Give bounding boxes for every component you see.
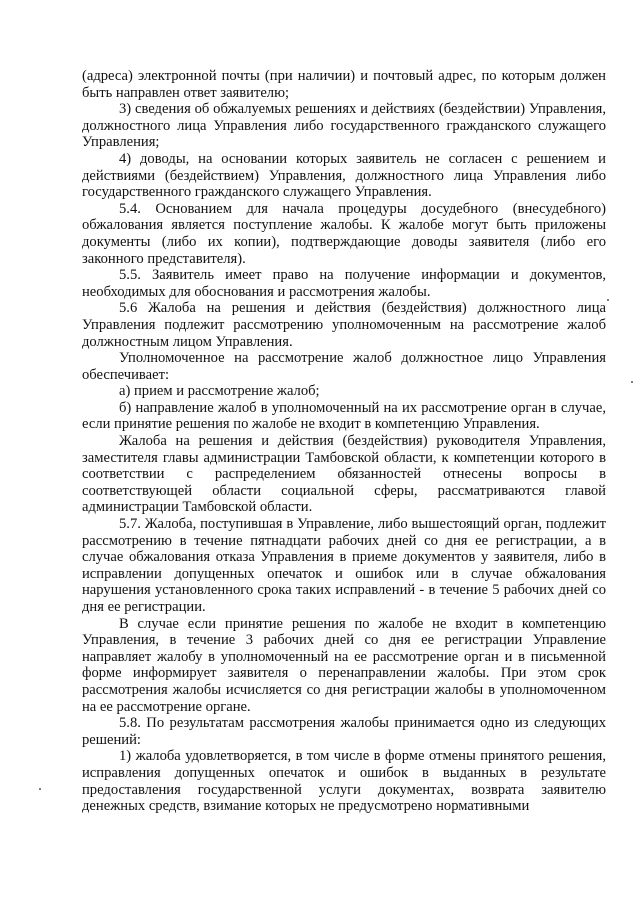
paragraph-5-7: 5.7. Жалоба, поступившая в Управление, либо вышестоящий орган, подлежит рассмотрению в течение пятнадцати рабочих дней со дня ее регистрации, а в случае обжалования отказа Управления в приеме документов у заявителя, либо в исправлении допущенных опечаток и ошибок или в случае обжалования нарушения установленного срока таких исправлений - в течение 5 рабочих дней со дня ее регистрации. bbox=[82, 516, 606, 615]
paragraph-5-8: 5.8. По результатам рассмотрения жалобы принимается одно из следующих решений: bbox=[82, 715, 606, 748]
paragraph-5-4: 5.4. Основанием для начала процедуры досудебного (внесудебного) обжалования является поступление жалобы. К жалобе могут быть приложены документы (либо их копии), подтверждающие доводы заявителя (либо его законного представителя). bbox=[82, 200, 606, 267]
paragraph-item-3: 3) сведения об обжалуемых решениях и действиях (бездействии) Управления, должностного лица Управления либо государственного гражданского служащего Управления; bbox=[82, 101, 606, 151]
scan-speck bbox=[39, 788, 41, 790]
paragraph-official-duties: Уполномоченное на рассмотрение жалоб должностное лицо Управления обеспечивает: bbox=[82, 350, 606, 383]
paragraph-redirect: В случае если принятие решения по жалобе не входит в компетенцию Управления, в течение 3 рабочих дней со дня ее регистрации Управление направляет жалобу в уполномоченный на ее рассмотрение орган и в письменной форме информирует заявителя о перенаправлении жалобы. При этом срок рассмотрения жалобы исчисляется со дня регистрации жалобы в уполномоченном на ее рассмотрение органе. bbox=[82, 615, 606, 715]
paragraph-5-5: 5.5. Заявитель имеет право на получение информации и документов, необходимых для обоснования и рассмотрения жалобы. bbox=[82, 267, 606, 300]
paragraph-5-6: 5.6 Жалоба на решения и действия (бездействия) должностного лица Управления подлежит рассмотрению уполномоченным на рассмотрение жалоб должностным лицом Управления. bbox=[82, 300, 606, 350]
paragraph-email-address: (адреса) электронной почты (при наличии) и почтовый адрес, по которым должен быть направлен ответ заявителю; bbox=[82, 68, 606, 101]
paragraph-item-4: 4) доводы, на основании которых заявитель не согласен с решением и действиями (бездействием) Управления, должностного лица Управления либо государственного гражданского служащего Управления. bbox=[82, 150, 606, 201]
paragraph-head-complaint: Жалоба на решения и действия (бездействия) руководителя Управления, заместителя главы администрации Тамбовской области, к компетенции которого в соответствии с распределением обязанностей отнесены вопросы в соответствующей области социальной сферы, рассматриваются главой администрации Тамбовской области. bbox=[82, 433, 606, 516]
scan-speck bbox=[631, 381, 633, 383]
document-body bbox=[82, 68, 606, 815]
scan-speck bbox=[607, 299, 609, 301]
paragraph-item-b: б) направление жалоб в уполномоченный на их рассмотрение орган в случае, если принятие решения по жалобе не входит в компетенцию Управления. bbox=[82, 399, 606, 433]
paragraph-item-a: а) прием и рассмотрение жалоб; bbox=[119, 383, 320, 400]
paragraph-decision-1: 1) жалоба удовлетворяется, в том числе в форме отмены принятого решения, исправления допущенных опечаток и ошибок в выданных в результате предоставления государственной услуги документах, возврата заявителю денежных средств, взимание которых не предусмотрено нормативными bbox=[82, 748, 606, 815]
